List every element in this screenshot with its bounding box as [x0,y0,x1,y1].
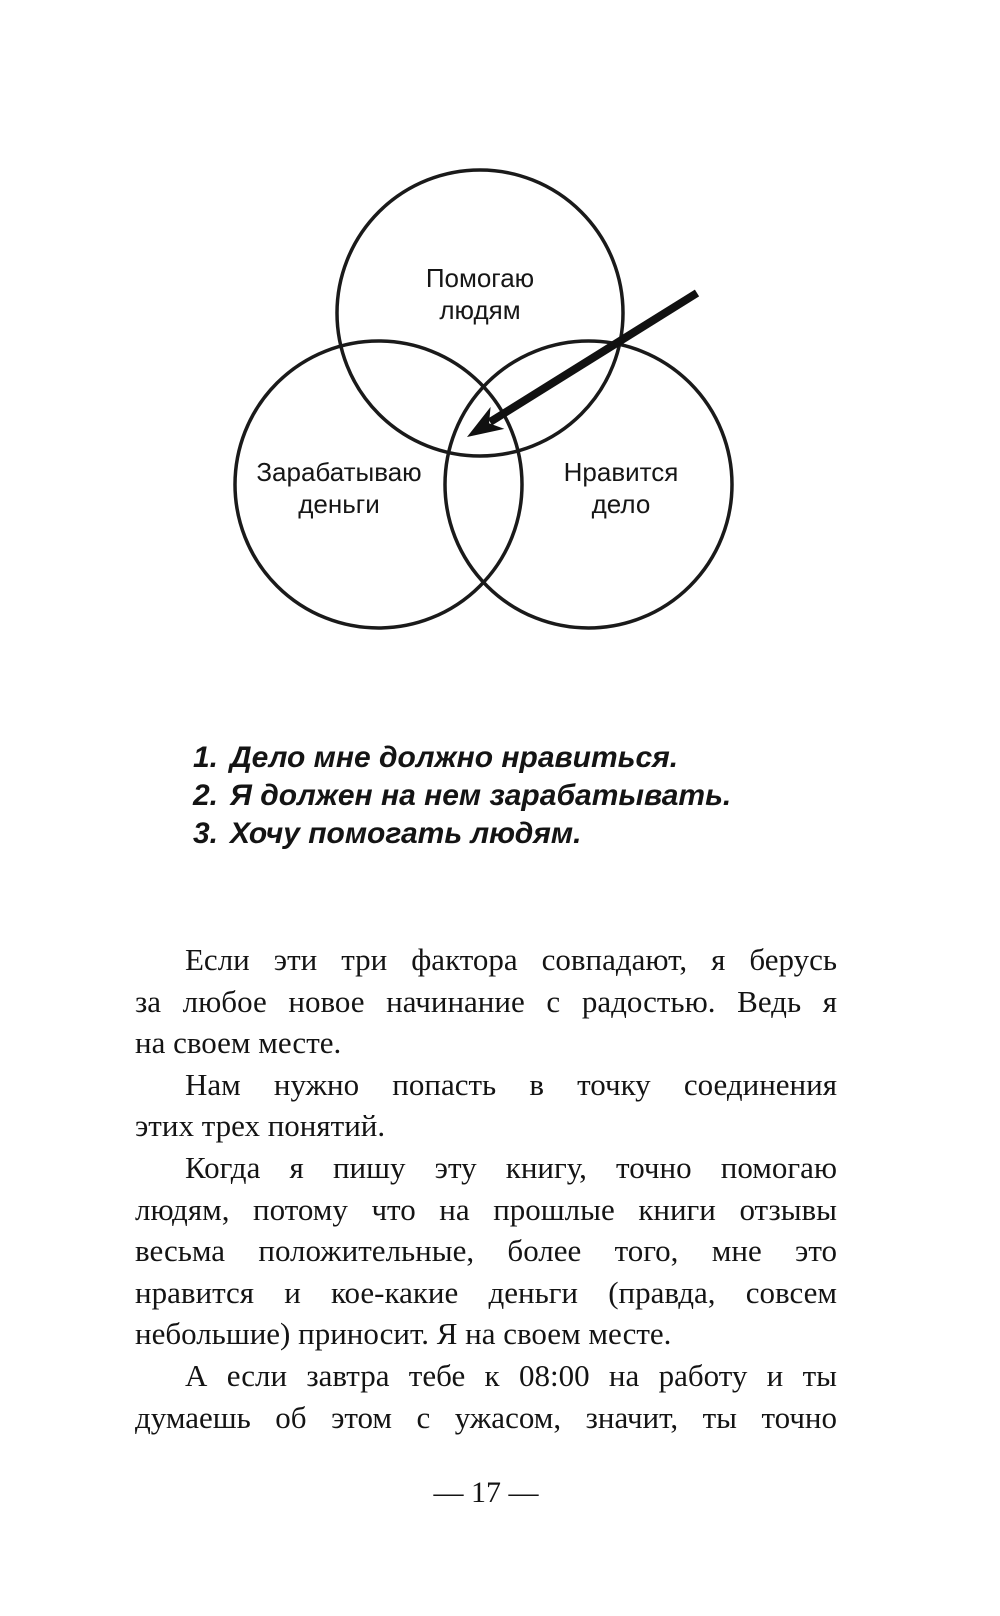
list-item-text: Я должен на нем зарабатывать. [230,779,732,812]
paragraph [135,1064,837,1147]
list-item-marker: 3. [193,817,219,850]
list-item-marker: 2. [193,779,219,812]
body-text [135,939,837,1438]
body-line: Нам нужно попасть в точку соединения [185,1066,837,1102]
numbered-list [193,739,731,853]
list-item-text: Дело мне должно нравиться. [230,741,679,774]
venn-diagram [0,150,1000,650]
list-item-text: Хочу помогать людям. [230,817,582,850]
list-item-marker: 1. [193,741,219,774]
body-line: Если эти три фактора совпадают, я берусь [185,942,837,977]
body-line: Когда я пишу эту книгу, точно помогаю [185,1149,837,1185]
list-item [193,739,731,777]
body-line: нравится и кое-какие деньги (правда, совсем [135,1274,837,1310]
body-line: весьма положительные, более того, мне это [135,1233,837,1269]
label-earn-money-line1: Зарабатываю [256,457,422,487]
paragraph [135,939,837,1064]
label-help-people-line1: Помогаю [425,263,535,293]
arrow-head-icon [467,407,504,437]
body-line: думаешь об этом с ужасом, значит, ты точно [135,1399,837,1435]
list-item [193,777,731,815]
body-line: людям, потому что на прошлые книги отзывы [135,1191,837,1227]
list-item [193,815,731,853]
page-number: — 17 — [433,1476,539,1509]
label-earn-money-line2: деньги [298,489,380,519]
body-line: А если завтра тебе к 08:00 на работу и ты [185,1357,837,1393]
body-line: небольшие) приносит. Я на своем месте. [135,1316,672,1352]
label-like-work-line1: Нравится [563,457,679,487]
label-help-people-line2: людям [439,295,521,325]
label-like-work-line2: дело [591,489,651,519]
body-line: на своем месте. [135,1025,342,1061]
paragraph [135,1147,837,1355]
paragraph [135,1355,837,1438]
body-line: этих трех понятий. [135,1108,386,1144]
body-line: за любое новое начинание с радостью. Ведь я [135,983,837,1019]
